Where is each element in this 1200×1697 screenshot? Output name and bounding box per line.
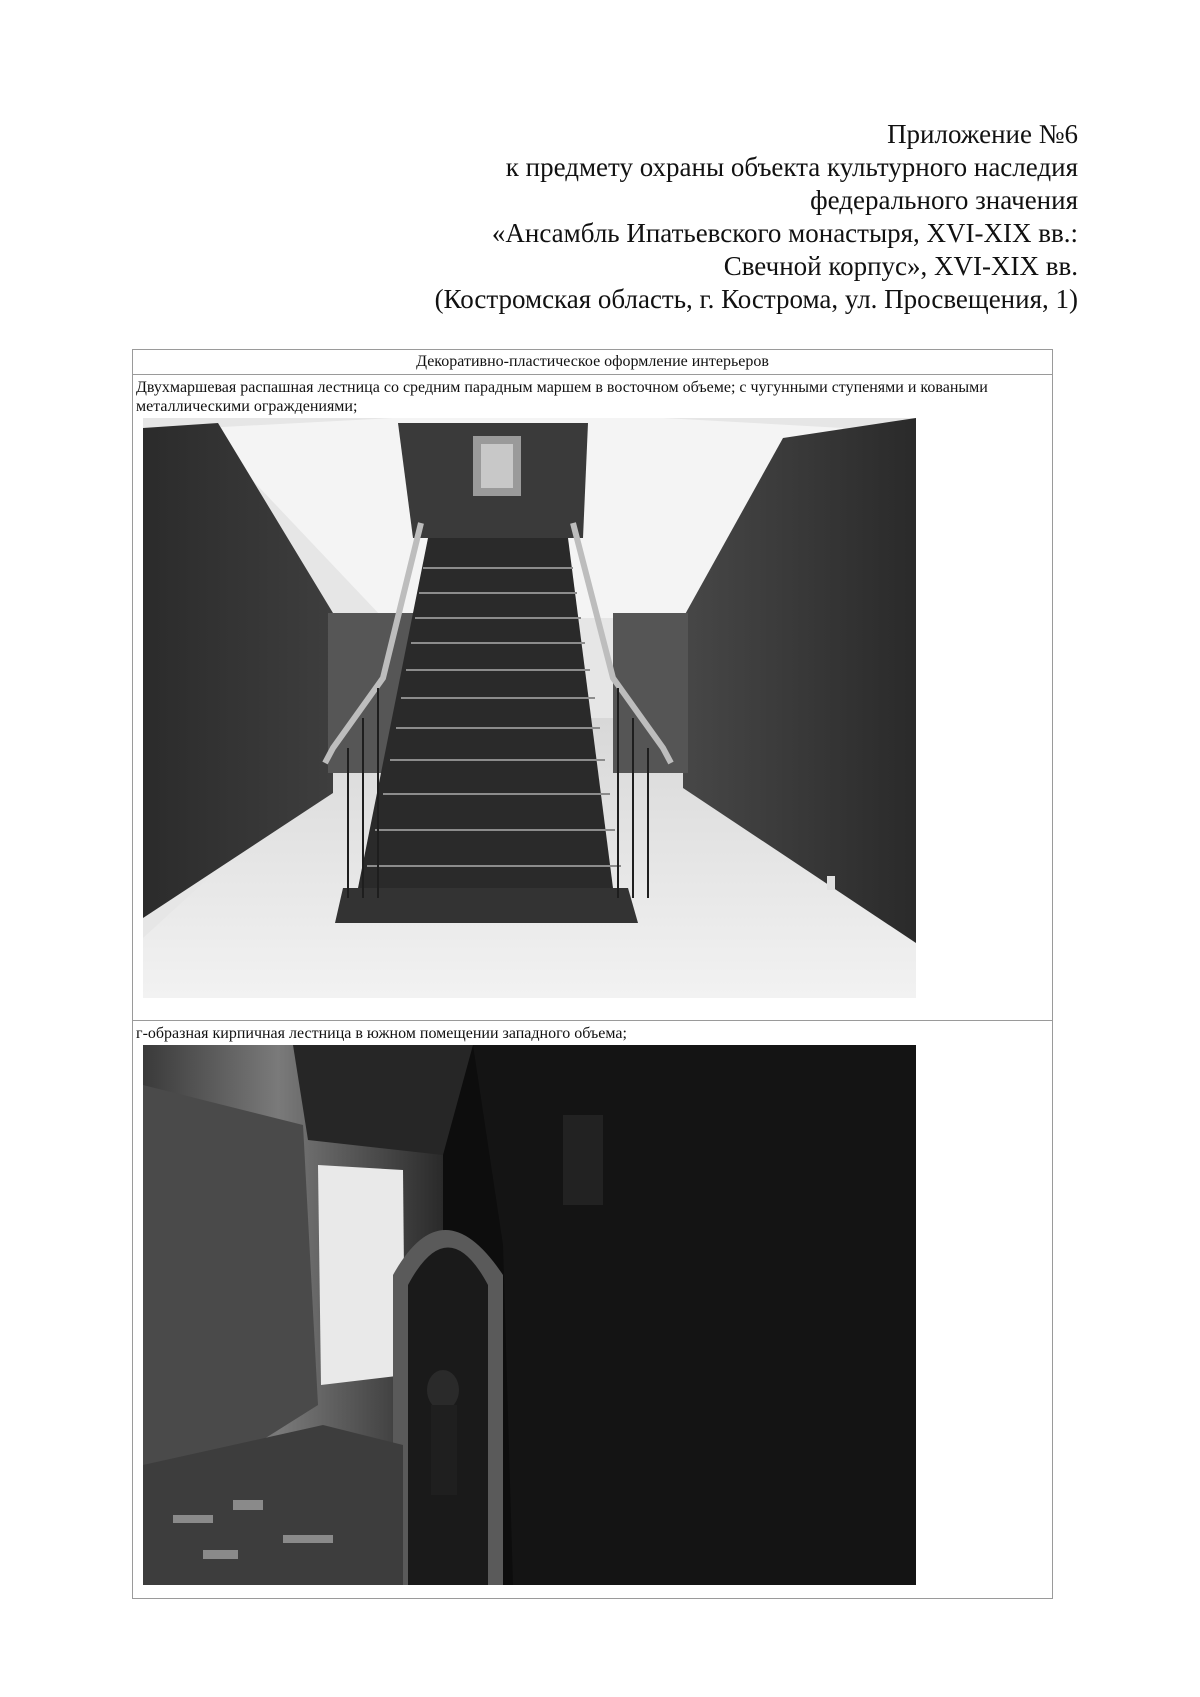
header-line-3: федерального значения <box>810 185 1078 215</box>
header-line-6: (Костромская область, г. Кострома, ул. Просвещения, 1) <box>434 284 1078 314</box>
table-row <box>133 1021 1053 1599</box>
row-caption-2: г-образная кирпичная лестница в южном помещении западного объема; <box>136 1025 627 1042</box>
header-line-1: Приложение №6 <box>887 119 1078 149</box>
table-row <box>133 375 1053 1021</box>
header-line-5: Свечной корпус», XVI-XIX вв. <box>723 251 1078 281</box>
table-title: Декоративно-пластическое оформление интерьеров <box>133 350 1053 375</box>
header-line-2: к предмету охраны объекта культурного наследия <box>505 152 1078 182</box>
row-caption-1: Двухмаршевая распашная лестница со средним парадным маршем в восточном объеме; с чугунными ступенями и коваными металлическими ограждениями; <box>136 379 988 415</box>
staircase-photo <box>143 418 1052 998</box>
brick-staircase-photo <box>143 1045 1052 1585</box>
header-line-4: «Ансамбль Ипатьевского монастыря, XVI-XIX вв.: <box>491 218 1078 248</box>
interior-decoration-table <box>132 349 1053 1599</box>
appendix-header <box>360 118 1078 316</box>
